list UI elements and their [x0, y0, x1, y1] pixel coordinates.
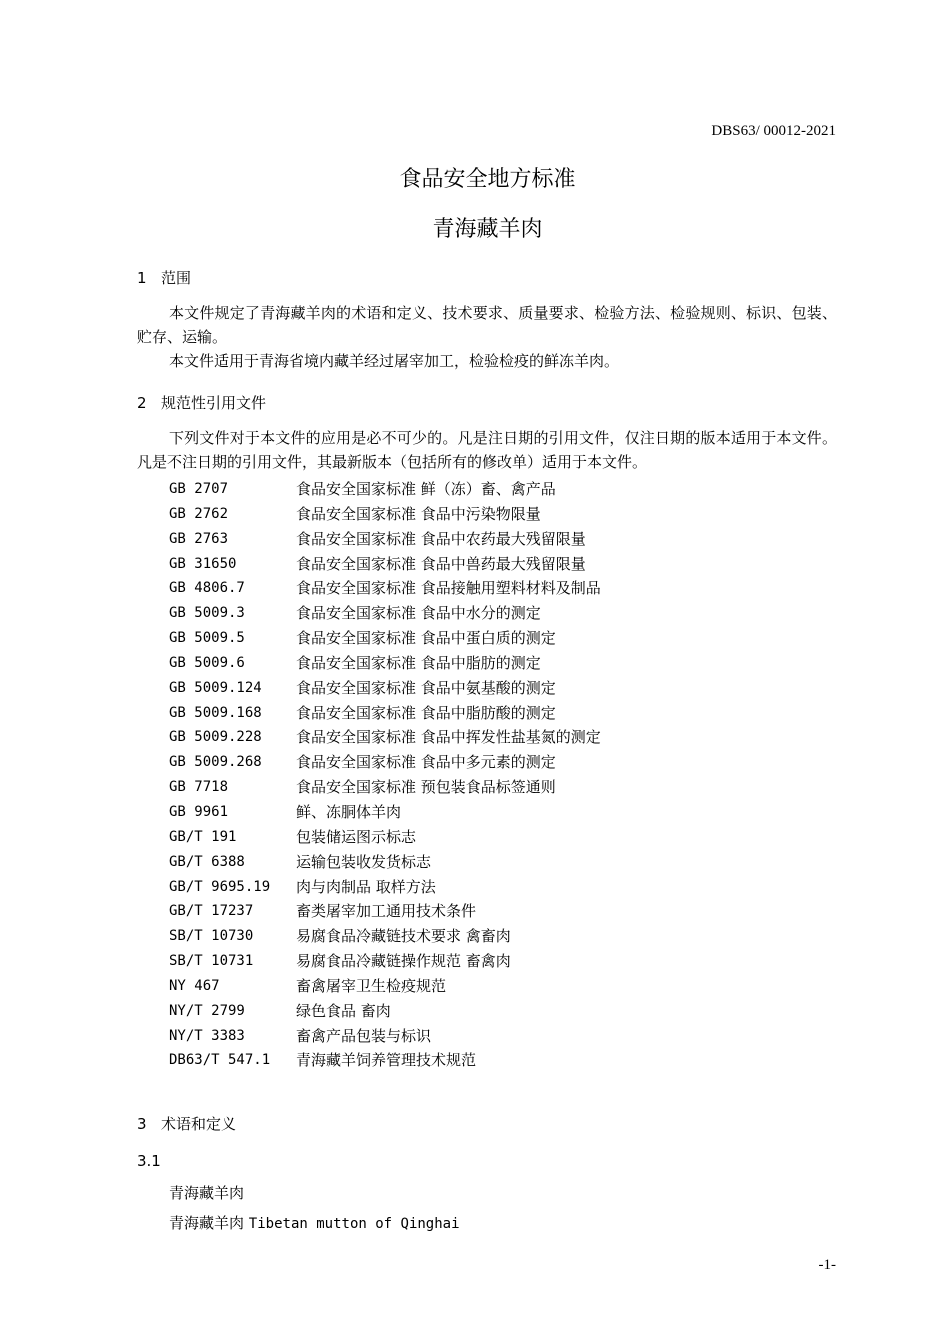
reference-row [169, 477, 601, 502]
reference-row [169, 974, 601, 999]
reference-title: 易腐食品冷藏链操作规范 畜禽肉 [296, 952, 511, 971]
reference-row [169, 999, 601, 1024]
section-1-heading [137, 267, 191, 288]
section-1-paragraph-2: 本文件适用于青海省境内藏羊经过屠宰加工，检验检疫的鲜冻羊肉。 [169, 352, 620, 370]
reference-row [169, 601, 601, 626]
reference-title: 食品安全国家标准 食品中水分的测定 [296, 604, 541, 623]
reference-code: GB 5009.6 [169, 654, 245, 671]
reference-title: 食品安全国家标准 食品中蛋白质的测定 [296, 629, 556, 648]
reference-title: 食品安全国家标准 食品中兽药最大残留限量 [296, 554, 586, 573]
doc-number: DBS63/ 00012-2021 [711, 123, 836, 139]
reference-code: GB 5009.168 [169, 704, 262, 721]
reference-row [169, 576, 601, 601]
reference-title: 食品安全国家标准 食品中脂肪酸的测定 [296, 703, 556, 722]
reference-row [169, 875, 601, 900]
reference-code: SB/T 10730 [169, 928, 254, 945]
reference-code: NY/T 3383 [169, 1027, 245, 1044]
reference-title: 肉与肉制品 取样方法 [296, 877, 436, 896]
reference-row [169, 775, 601, 800]
reference-code: GB 2763 [169, 530, 229, 547]
reference-row [169, 676, 601, 701]
reference-title: 食品安全国家标准 食品中氨基酸的测定 [296, 678, 556, 697]
reference-title: 食品安全国家标准 食品接触用塑料材料及制品 [296, 579, 601, 598]
reference-row [169, 850, 601, 875]
reference-code: GB 2707 [169, 481, 229, 497]
section-number: 2 [137, 394, 147, 412]
reference-code: GB/T 9695.19 [169, 878, 271, 895]
reference-title: 青海藏羊饲养管理技术规范 [296, 1051, 477, 1070]
section-3-heading [137, 1113, 236, 1134]
reference-title: 食品安全国家标准 食品中农药最大残留限量 [296, 529, 586, 548]
page-number: -1- [818, 1257, 836, 1273]
section-title: 范围 [161, 269, 192, 287]
reference-title: 食品安全国家标准 食品中挥发性盐基氮的测定 [296, 728, 601, 747]
reference-code: GB 9961 [169, 803, 229, 820]
term-definition [169, 1212, 460, 1233]
reference-title: 畜禽产品包装与标识 [296, 1026, 432, 1045]
page-title: 食品安全地方标准 [399, 167, 576, 192]
reference-title: 食品安全国家标准 预包装食品标签通则 [296, 778, 556, 797]
reference-title: 易腐食品冷藏链技术要求 禽畜肉 [296, 927, 511, 946]
reference-code: GB 5009.268 [169, 754, 262, 771]
reference-row [169, 552, 601, 577]
reference-code: NY 467 [169, 977, 220, 994]
reference-row [169, 899, 601, 924]
section-number: 1 [137, 269, 147, 287]
reference-title: 鲜、冻胴体羊肉 [296, 802, 402, 821]
reference-title: 食品安全国家标准 鲜（冻）畜、禽产品 [296, 480, 556, 498]
reference-row [169, 626, 601, 651]
reference-list [169, 477, 601, 1073]
section-title: 术语和定义 [161, 1115, 237, 1133]
reference-code: GB 5009.124 [169, 679, 262, 696]
reference-code: GB 5009.228 [169, 729, 262, 746]
section-2-paragraph-1: 下列文件对于本文件的应用是必不可少的。凡是注日期的引用文件，仅注日期的版本适用于本文件。凡是不注日期的引用文件，其最新版本（包括所有的修改单）适用于本文件。 [137, 429, 837, 471]
reference-code: GB 4806.7 [169, 580, 245, 597]
reference-code: GB 5009.3 [169, 605, 245, 622]
reference-row [169, 725, 601, 750]
reference-row [169, 502, 601, 527]
reference-code: GB 7718 [169, 779, 229, 796]
reference-title: 运输包装收发货标志 [296, 852, 432, 871]
reference-title: 绿色食品 畜肉 [296, 1001, 391, 1020]
term-chinese: 青海藏羊肉 [169, 1184, 245, 1202]
term-definition-en: Tibetan mutton of Qinghai [248, 1216, 460, 1232]
reference-code: GB/T 6388 [169, 853, 245, 870]
reference-code: GB/T 17237 [169, 903, 254, 920]
section-1-paragraph-1: 本文件规定了青海藏羊肉的术语和定义、技术要求、质量要求、检验方法、检验规则、标识、包装、贮存、运输。 [137, 304, 837, 346]
reference-title: 包装储运图示标志 [296, 827, 417, 846]
reference-title: 食品安全国家标准 食品中多元素的测定 [296, 753, 556, 772]
reference-row [169, 825, 601, 850]
term-definition-cn: 青海藏羊肉 [169, 1214, 245, 1232]
page-subtitle: 青海藏羊肉 [432, 217, 543, 242]
reference-code: GB 5009.5 [169, 630, 245, 647]
reference-code: GB/T 191 [169, 828, 237, 845]
reference-row [169, 1024, 601, 1049]
subsection-number: 3.1 [137, 1152, 161, 1170]
reference-title: 畜类屠宰加工通用技术条件 [296, 902, 477, 921]
reference-code: DB63/T 547.1 [169, 1052, 271, 1069]
reference-row [169, 750, 601, 775]
reference-title: 食品安全国家标准 食品中脂肪的测定 [296, 653, 541, 672]
reference-title: 畜禽屠宰卫生检疫规范 [296, 976, 447, 995]
reference-code: GB 31650 [169, 555, 237, 572]
reference-row [169, 1048, 601, 1073]
section-2-heading [137, 392, 266, 413]
reference-row [169, 701, 601, 726]
reference-row [169, 800, 601, 825]
section-title: 规范性引用文件 [161, 394, 267, 412]
reference-code: SB/T 10731 [169, 953, 254, 970]
reference-row [169, 527, 601, 552]
reference-title: 食品安全国家标准 食品中污染物限量 [296, 504, 541, 523]
reference-row [169, 949, 601, 974]
reference-row [169, 924, 601, 949]
section-number: 3 [137, 1115, 147, 1133]
reference-row [169, 651, 601, 676]
reference-code: GB 2762 [169, 505, 229, 522]
reference-code: NY/T 2799 [169, 1002, 245, 1019]
